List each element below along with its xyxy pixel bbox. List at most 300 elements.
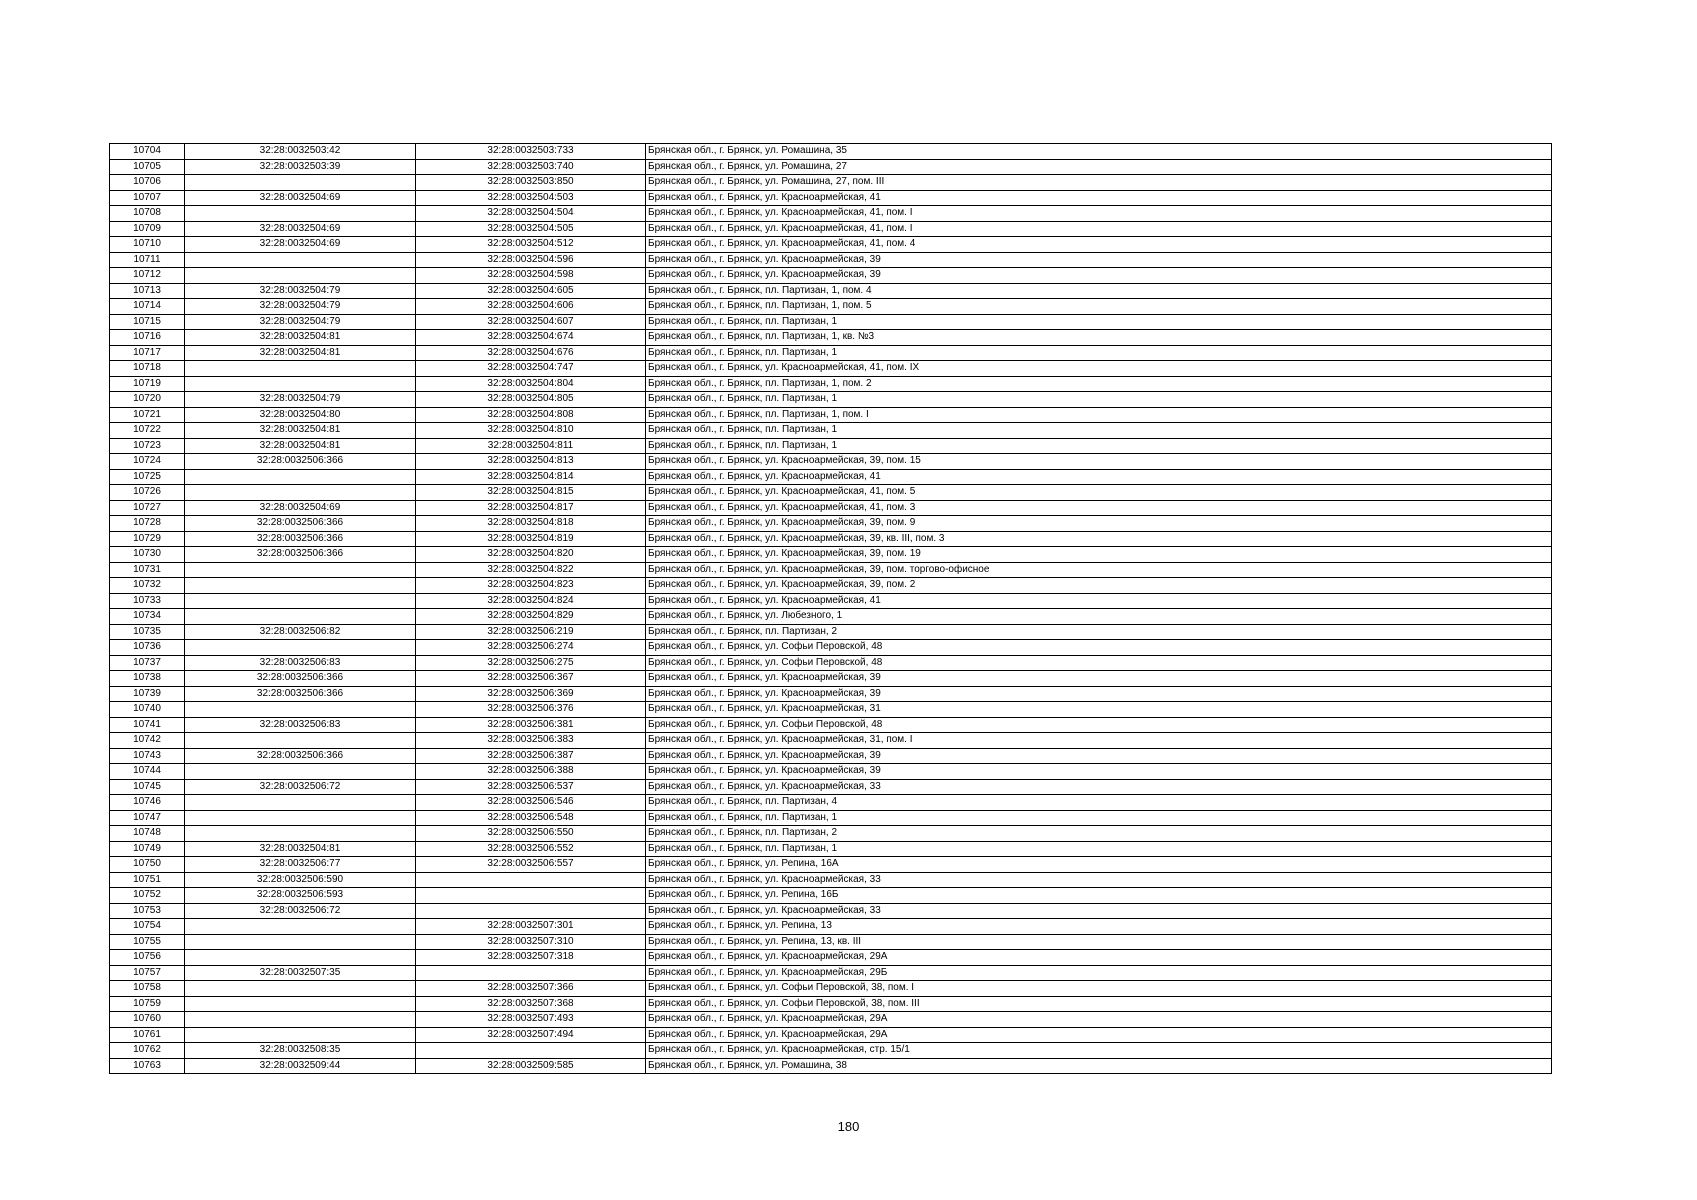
parent-cadastral-number-cell: 32:28:0032506:366 [185, 516, 416, 532]
parent-cadastral-number-cell: 32:28:0032503:39 [185, 159, 416, 175]
cadastral-number-cell: 32:28:0032504:824 [416, 593, 646, 609]
row-number-cell: 10740 [110, 702, 185, 718]
parent-cadastral-number-cell: 32:28:0032504:69 [185, 237, 416, 253]
row-number-cell: 10733 [110, 593, 185, 609]
row-number-cell: 10748 [110, 826, 185, 842]
address-cell: Брянская обл., г. Брянск, ул. Софьи Перовской, 48 [646, 640, 1552, 656]
cadastral-number-cell: 32:28:0032504:822 [416, 562, 646, 578]
cadastral-number-cell: 32:28:0032506:552 [416, 841, 646, 857]
cadastral-number-cell: 32:28:0032507:368 [416, 996, 646, 1012]
address-cell: Брянская обл., г. Брянск, пл. Партизан, 4 [646, 795, 1552, 811]
address-cell: Брянская обл., г. Брянск, ул. Красноармейская, 31 [646, 702, 1552, 718]
table-row [110, 361, 1552, 377]
parent-cadastral-number-cell: 32:28:0032504:69 [185, 221, 416, 237]
table-row [110, 795, 1552, 811]
address-cell: Брянская обл., г. Брянск, ул. Репина, 13, кв. III [646, 934, 1552, 950]
parent-cadastral-number-cell: 32:28:0032506:366 [185, 531, 416, 547]
row-number-cell: 10713 [110, 283, 185, 299]
cadastral-number-cell [416, 872, 646, 888]
parent-cadastral-number-cell [185, 206, 416, 222]
address-cell: Брянская обл., г. Брянск, ул. Ромашина, 35 [646, 144, 1552, 160]
table-row [110, 640, 1552, 656]
parent-cadastral-number-cell: 32:28:0032504:79 [185, 299, 416, 315]
row-number-cell: 10745 [110, 779, 185, 795]
table-row [110, 578, 1552, 594]
parent-cadastral-number-cell: 32:28:0032509:44 [185, 1058, 416, 1074]
address-cell: Брянская обл., г. Брянск, пл. Партизан, 1 [646, 345, 1552, 361]
parent-cadastral-number-cell: 32:28:0032506:590 [185, 872, 416, 888]
row-number-cell: 10738 [110, 671, 185, 687]
table-row [110, 779, 1552, 795]
table-row [110, 655, 1552, 671]
parent-cadastral-number-cell: 32:28:0032504:81 [185, 423, 416, 439]
table-row [110, 981, 1552, 997]
cadastral-number-cell: 32:28:0032506:367 [416, 671, 646, 687]
address-cell: Брянская обл., г. Брянск, ул. Красноармейская, 39 [646, 748, 1552, 764]
cadastral-number-cell: 32:28:0032504:598 [416, 268, 646, 284]
address-cell: Брянская обл., г. Брянск, пл. Партизан, 1, пом. I [646, 407, 1552, 423]
parent-cadastral-number-cell [185, 764, 416, 780]
table-row [110, 330, 1552, 346]
row-number-cell: 10735 [110, 624, 185, 640]
row-number-cell: 10716 [110, 330, 185, 346]
cadastral-number-cell: 32:28:0032503:850 [416, 175, 646, 191]
address-cell: Брянская обл., г. Брянск, ул. Репина, 16А [646, 857, 1552, 873]
address-cell: Брянская обл., г. Брянск, ул. Красноармейская, 39, кв. III, пом. 3 [646, 531, 1552, 547]
cadastral-number-cell: 32:28:0032504:606 [416, 299, 646, 315]
table-row [110, 376, 1552, 392]
address-cell: Брянская обл., г. Брянск, ул. Софьи Перовской, 38, пом. III [646, 996, 1552, 1012]
table-row [110, 547, 1552, 563]
address-cell: Брянская обл., г. Брянск, ул. Красноармейская, стр. 15/1 [646, 1043, 1552, 1059]
table-row [110, 283, 1552, 299]
table-row [110, 872, 1552, 888]
address-cell: Брянская обл., г. Брянск, ул. Красноармейская, 39, пом. торгово-офисное [646, 562, 1552, 578]
row-number-cell: 10750 [110, 857, 185, 873]
table-row [110, 1058, 1552, 1074]
table-row [110, 624, 1552, 640]
table-row [110, 392, 1552, 408]
address-cell: Брянская обл., г. Брянск, ул. Красноармейская, 41, пом. 4 [646, 237, 1552, 253]
table-row [110, 841, 1552, 857]
parent-cadastral-number-cell [185, 252, 416, 268]
cadastral-number-cell: 32:28:0032504:829 [416, 609, 646, 625]
row-number-cell: 10747 [110, 810, 185, 826]
row-number-cell: 10746 [110, 795, 185, 811]
cadastral-number-cell: 32:28:0032506:546 [416, 795, 646, 811]
address-cell: Брянская обл., г. Брянск, ул. Красноармейская, 41, пом. I [646, 221, 1552, 237]
row-number-cell: 10763 [110, 1058, 185, 1074]
parent-cadastral-number-cell: 32:28:0032506:82 [185, 624, 416, 640]
table-row [110, 857, 1552, 873]
table-row [110, 919, 1552, 935]
address-cell: Брянская обл., г. Брянск, ул. Красноармейская, 41 [646, 190, 1552, 206]
parent-cadastral-number-cell [185, 934, 416, 950]
row-number-cell: 10731 [110, 562, 185, 578]
table-row [110, 159, 1552, 175]
cadastral-number-cell: 32:28:0032506:376 [416, 702, 646, 718]
parent-cadastral-number-cell [185, 376, 416, 392]
parent-cadastral-number-cell: 32:28:0032504:69 [185, 190, 416, 206]
parent-cadastral-number-cell [185, 578, 416, 594]
row-number-cell: 10737 [110, 655, 185, 671]
row-number-cell: 10717 [110, 345, 185, 361]
row-number-cell: 10721 [110, 407, 185, 423]
cadastral-number-cell: 32:28:0032506:388 [416, 764, 646, 780]
row-number-cell: 10741 [110, 717, 185, 733]
address-cell: Брянская обл., г. Брянск, пл. Партизан, 1 [646, 438, 1552, 454]
row-number-cell: 10715 [110, 314, 185, 330]
row-number-cell: 10744 [110, 764, 185, 780]
page-number: 180 [837, 1119, 860, 1134]
table-row [110, 454, 1552, 470]
cadastral-number-cell: 32:28:0032504:817 [416, 500, 646, 516]
parent-cadastral-number-cell [185, 175, 416, 191]
cadastral-number-cell: 32:28:0032504:512 [416, 237, 646, 253]
cadastral-number-cell: 32:28:0032504:504 [416, 206, 646, 222]
address-cell: Брянская обл., г. Брянск, ул. Красноармейская, 33 [646, 903, 1552, 919]
address-cell: Брянская обл., г. Брянск, пл. Партизан, 1, пом. 2 [646, 376, 1552, 392]
row-number-cell: 10705 [110, 159, 185, 175]
cadastral-number-cell: 32:28:0032504:814 [416, 469, 646, 485]
parent-cadastral-number-cell: 32:28:0032504:79 [185, 314, 416, 330]
cadastral-number-cell: 32:28:0032504:820 [416, 547, 646, 563]
address-cell: Брянская обл., г. Брянск, ул. Софьи Перовской, 38, пом. I [646, 981, 1552, 997]
table-row [110, 516, 1552, 532]
cadastral-number-cell: 32:28:0032507:366 [416, 981, 646, 997]
row-number-cell: 10727 [110, 500, 185, 516]
address-cell: Брянская обл., г. Брянск, ул. Красноармейская, 39 [646, 686, 1552, 702]
table-row [110, 485, 1552, 501]
cadastral-number-cell: 32:28:0032504:804 [416, 376, 646, 392]
row-number-cell: 10711 [110, 252, 185, 268]
table-row [110, 717, 1552, 733]
parent-cadastral-number-cell [185, 361, 416, 377]
row-number-cell: 10707 [110, 190, 185, 206]
table-row [110, 748, 1552, 764]
table-row [110, 1012, 1552, 1028]
parent-cadastral-number-cell [185, 826, 416, 842]
table-row [110, 764, 1552, 780]
table-row [110, 175, 1552, 191]
row-number-cell: 10720 [110, 392, 185, 408]
cadastral-number-cell [416, 965, 646, 981]
table-row [110, 268, 1552, 284]
table-row [110, 144, 1552, 160]
address-cell: Брянская обл., г. Брянск, ул. Красноармейская, 29А [646, 1012, 1552, 1028]
parent-cadastral-number-cell [185, 702, 416, 718]
parent-cadastral-number-cell [185, 981, 416, 997]
address-cell: Брянская обл., г. Брянск, ул. Красноармейская, 41 [646, 593, 1552, 609]
parent-cadastral-number-cell [185, 268, 416, 284]
parent-cadastral-number-cell [185, 795, 416, 811]
cadastral-number-cell: 32:28:0032504:811 [416, 438, 646, 454]
table-row [110, 252, 1552, 268]
table-row [110, 407, 1552, 423]
cadastral-number-cell: 32:28:0032507:493 [416, 1012, 646, 1028]
address-cell: Брянская обл., г. Брянск, пл. Партизан, 2 [646, 826, 1552, 842]
parent-cadastral-number-cell: 32:28:0032506:72 [185, 903, 416, 919]
registry-table-body [110, 144, 1552, 1074]
row-number-cell: 10761 [110, 1027, 185, 1043]
cadastral-number-cell: 32:28:0032506:219 [416, 624, 646, 640]
table-row [110, 671, 1552, 687]
table-row [110, 593, 1552, 609]
address-cell: Брянская обл., г. Брянск, ул. Красноармейская, 39, пом. 15 [646, 454, 1552, 470]
row-number-cell: 10730 [110, 547, 185, 563]
cadastral-number-cell: 32:28:0032504:815 [416, 485, 646, 501]
cadastral-number-cell: 32:28:0032507:318 [416, 950, 646, 966]
parent-cadastral-number-cell: 32:28:0032506:83 [185, 655, 416, 671]
cadastral-number-cell: 32:28:0032509:585 [416, 1058, 646, 1074]
row-number-cell: 10706 [110, 175, 185, 191]
table-row [110, 950, 1552, 966]
row-number-cell: 10729 [110, 531, 185, 547]
address-cell: Брянская обл., г. Брянск, ул. Красноармейская, 41, пом. 5 [646, 485, 1552, 501]
cadastral-number-cell [416, 888, 646, 904]
address-cell: Брянская обл., г. Брянск, ул. Красноармейская, 39 [646, 764, 1552, 780]
cadastral-number-cell: 32:28:0032506:369 [416, 686, 646, 702]
property-registry-table [109, 143, 1552, 1074]
address-cell: Брянская обл., г. Брянск, ул. Ромашина, 27 [646, 159, 1552, 175]
cadastral-number-cell: 32:28:0032504:810 [416, 423, 646, 439]
parent-cadastral-number-cell: 32:28:0032504:80 [185, 407, 416, 423]
cadastral-number-cell: 32:28:0032507:301 [416, 919, 646, 935]
table-row [110, 206, 1552, 222]
address-cell: Брянская обл., г. Брянск, ул. Софьи Перовской, 48 [646, 655, 1552, 671]
cadastral-number-cell: 32:28:0032504:676 [416, 345, 646, 361]
cadastral-number-cell [416, 1043, 646, 1059]
table-row [110, 996, 1552, 1012]
parent-cadastral-number-cell [185, 1012, 416, 1028]
row-number-cell: 10719 [110, 376, 185, 392]
row-number-cell: 10760 [110, 1012, 185, 1028]
cadastral-number-cell: 32:28:0032506:383 [416, 733, 646, 749]
cadastral-number-cell: 32:28:0032507:310 [416, 934, 646, 950]
table-row [110, 609, 1552, 625]
table-row [110, 562, 1552, 578]
parent-cadastral-number-cell: 32:28:0032506:83 [185, 717, 416, 733]
cadastral-number-cell: 32:28:0032504:818 [416, 516, 646, 532]
row-number-cell: 10714 [110, 299, 185, 315]
row-number-cell: 10751 [110, 872, 185, 888]
row-number-cell: 10752 [110, 888, 185, 904]
cadastral-number-cell: 32:28:0032506:387 [416, 748, 646, 764]
table-row [110, 934, 1552, 950]
table-row [110, 965, 1552, 981]
row-number-cell: 10743 [110, 748, 185, 764]
cadastral-number-cell: 32:28:0032504:747 [416, 361, 646, 377]
parent-cadastral-number-cell: 32:28:0032504:81 [185, 438, 416, 454]
table-row [110, 237, 1552, 253]
row-number-cell: 10712 [110, 268, 185, 284]
cadastral-number-cell: 32:28:0032506:550 [416, 826, 646, 842]
address-cell: Брянская обл., г. Брянск, ул. Красноармейская, 41 [646, 469, 1552, 485]
parent-cadastral-number-cell [185, 810, 416, 826]
row-number-cell: 10726 [110, 485, 185, 501]
cadastral-number-cell: 32:28:0032506:537 [416, 779, 646, 795]
row-number-cell: 10708 [110, 206, 185, 222]
parent-cadastral-number-cell: 32:28:0032506:366 [185, 686, 416, 702]
table-row [110, 423, 1552, 439]
row-number-cell: 10725 [110, 469, 185, 485]
address-cell: Брянская обл., г. Брянск, ул. Красноармейская, 31, пом. I [646, 733, 1552, 749]
address-cell: Брянская обл., г. Брянск, ул. Красноармейская, 41, пом. 3 [646, 500, 1552, 516]
cadastral-number-cell: 32:28:0032504:813 [416, 454, 646, 470]
row-number-cell: 10762 [110, 1043, 185, 1059]
table-row [110, 1043, 1552, 1059]
table-row [110, 686, 1552, 702]
row-number-cell: 10759 [110, 996, 185, 1012]
row-number-cell: 10734 [110, 609, 185, 625]
parent-cadastral-number-cell: 32:28:0032504:81 [185, 345, 416, 361]
table-row [110, 1027, 1552, 1043]
row-number-cell: 10704 [110, 144, 185, 160]
address-cell: Брянская обл., г. Брянск, пл. Партизан, 1, пом. 4 [646, 283, 1552, 299]
parent-cadastral-number-cell: 32:28:0032504:79 [185, 283, 416, 299]
row-number-cell: 10753 [110, 903, 185, 919]
cadastral-number-cell [416, 903, 646, 919]
table-row [110, 299, 1552, 315]
address-cell: Брянская обл., г. Брянск, пл. Партизан, 1 [646, 314, 1552, 330]
address-cell: Брянская обл., г. Брянск, ул. Красноармейская, 39, пом. 2 [646, 578, 1552, 594]
table-row [110, 826, 1552, 842]
parent-cadastral-number-cell: 32:28:0032508:35 [185, 1043, 416, 1059]
cadastral-number-cell: 32:28:0032504:808 [416, 407, 646, 423]
cadastral-number-cell: 32:28:0032506:557 [416, 857, 646, 873]
address-cell: Брянская обл., г. Брянск, ул. Красноармейская, 41, пом. IX [646, 361, 1552, 377]
address-cell: Брянская обл., г. Брянск, ул. Репина, 13 [646, 919, 1552, 935]
cadastral-number-cell: 32:28:0032504:674 [416, 330, 646, 346]
table-row [110, 810, 1552, 826]
parent-cadastral-number-cell [185, 485, 416, 501]
row-number-cell: 10728 [110, 516, 185, 532]
row-number-cell: 10709 [110, 221, 185, 237]
table-row [110, 438, 1552, 454]
parent-cadastral-number-cell [185, 562, 416, 578]
table-row [110, 221, 1552, 237]
parent-cadastral-number-cell: 32:28:0032506:366 [185, 671, 416, 687]
row-number-cell: 10742 [110, 733, 185, 749]
row-number-cell: 10757 [110, 965, 185, 981]
address-cell: Брянская обл., г. Брянск, пл. Партизан, 1 [646, 841, 1552, 857]
cadastral-number-cell: 32:28:0032503:740 [416, 159, 646, 175]
address-cell: Брянская обл., г. Брянск, ул. Репина, 16Б [646, 888, 1552, 904]
cadastral-number-cell: 32:28:0032504:607 [416, 314, 646, 330]
parent-cadastral-number-cell [185, 733, 416, 749]
table-row [110, 888, 1552, 904]
cadastral-number-cell: 32:28:0032504:505 [416, 221, 646, 237]
cadastral-number-cell: 32:28:0032506:548 [416, 810, 646, 826]
parent-cadastral-number-cell: 32:28:0032506:366 [185, 547, 416, 563]
address-cell: Брянская обл., г. Брянск, пл. Партизан, 1 [646, 423, 1552, 439]
table-row [110, 531, 1552, 547]
row-number-cell: 10739 [110, 686, 185, 702]
cadastral-number-cell: 32:28:0032506:274 [416, 640, 646, 656]
cadastral-number-cell: 32:28:0032506:381 [416, 717, 646, 733]
parent-cadastral-number-cell: 32:28:0032506:77 [185, 857, 416, 873]
address-cell: Брянская обл., г. Брянск, пл. Партизан, 1, кв. №3 [646, 330, 1552, 346]
address-cell: Брянская обл., г. Брянск, ул. Ромашина, 38 [646, 1058, 1552, 1074]
address-cell: Брянская обл., г. Брянск, пл. Партизан, 1, пом. 5 [646, 299, 1552, 315]
cadastral-number-cell: 32:28:0032504:596 [416, 252, 646, 268]
address-cell: Брянская обл., г. Брянск, пл. Партизан, 1 [646, 810, 1552, 826]
parent-cadastral-number-cell [185, 593, 416, 609]
table-row [110, 345, 1552, 361]
address-cell: Брянская обл., г. Брянск, ул. Красноармейская, 33 [646, 872, 1552, 888]
address-cell: Брянская обл., г. Брянск, пл. Партизан, 1 [646, 392, 1552, 408]
address-cell: Брянская обл., г. Брянск, ул. Красноармейская, 29А [646, 1027, 1552, 1043]
row-number-cell: 10724 [110, 454, 185, 470]
address-cell: Брянская обл., г. Брянск, ул. Красноармейская, 39, пом. 9 [646, 516, 1552, 532]
address-cell: Брянская обл., г. Брянск, ул. Красноармейская, 33 [646, 779, 1552, 795]
address-cell: Брянская обл., г. Брянск, ул. Красноармейская, 29Б [646, 965, 1552, 981]
parent-cadastral-number-cell: 32:28:0032506:593 [185, 888, 416, 904]
table-row [110, 903, 1552, 919]
table-row [110, 314, 1552, 330]
row-number-cell: 10732 [110, 578, 185, 594]
cadastral-number-cell: 32:28:0032504:805 [416, 392, 646, 408]
row-number-cell: 10749 [110, 841, 185, 857]
row-number-cell: 10755 [110, 934, 185, 950]
address-cell: Брянская обл., г. Брянск, пл. Партизан, 2 [646, 624, 1552, 640]
row-number-cell: 10758 [110, 981, 185, 997]
parent-cadastral-number-cell: 32:28:0032506:366 [185, 454, 416, 470]
parent-cadastral-number-cell [185, 996, 416, 1012]
cadastral-number-cell: 32:28:0032504:605 [416, 283, 646, 299]
parent-cadastral-number-cell [185, 609, 416, 625]
table-row [110, 733, 1552, 749]
address-cell: Брянская обл., г. Брянск, ул. Красноармейская, 41, пом. I [646, 206, 1552, 222]
row-number-cell: 10718 [110, 361, 185, 377]
parent-cadastral-number-cell: 32:28:0032506:366 [185, 748, 416, 764]
parent-cadastral-number-cell [185, 950, 416, 966]
parent-cadastral-number-cell: 32:28:0032504:81 [185, 841, 416, 857]
parent-cadastral-number-cell [185, 640, 416, 656]
cadastral-number-cell: 32:28:0032504:819 [416, 531, 646, 547]
table-row [110, 190, 1552, 206]
parent-cadastral-number-cell: 32:28:0032504:81 [185, 330, 416, 346]
row-number-cell: 10756 [110, 950, 185, 966]
cadastral-number-cell: 32:28:0032504:503 [416, 190, 646, 206]
parent-cadastral-number-cell: 32:28:0032507:35 [185, 965, 416, 981]
table-row [110, 500, 1552, 516]
cadastral-number-cell: 32:28:0032506:275 [416, 655, 646, 671]
row-number-cell: 10736 [110, 640, 185, 656]
row-number-cell: 10710 [110, 237, 185, 253]
row-number-cell: 10722 [110, 423, 185, 439]
cadastral-number-cell: 32:28:0032507:494 [416, 1027, 646, 1043]
row-number-cell: 10754 [110, 919, 185, 935]
address-cell: Брянская обл., г. Брянск, ул. Красноармейская, 39 [646, 268, 1552, 284]
address-cell: Брянская обл., г. Брянск, ул. Любезного, 1 [646, 609, 1552, 625]
cadastral-number-cell: 32:28:0032503:733 [416, 144, 646, 160]
address-cell: Брянская обл., г. Брянск, ул. Красноармейская, 39 [646, 252, 1552, 268]
address-cell: Брянская обл., г. Брянск, ул. Красноармейская, 39, пом. 19 [646, 547, 1552, 563]
table-row [110, 702, 1552, 718]
table-row [110, 469, 1552, 485]
parent-cadastral-number-cell: 32:28:0032504:79 [185, 392, 416, 408]
parent-cadastral-number-cell [185, 919, 416, 935]
cadastral-number-cell: 32:28:0032504:823 [416, 578, 646, 594]
address-cell: Брянская обл., г. Брянск, ул. Ромашина, 27, пом. III [646, 175, 1552, 191]
address-cell: Брянская обл., г. Брянск, ул. Софьи Перовской, 48 [646, 717, 1552, 733]
parent-cadastral-number-cell: 32:28:0032503:42 [185, 144, 416, 160]
parent-cadastral-number-cell [185, 1027, 416, 1043]
address-cell: Брянская обл., г. Брянск, ул. Красноармейская, 39 [646, 671, 1552, 687]
address-cell: Брянская обл., г. Брянск, ул. Красноармейская, 29А [646, 950, 1552, 966]
parent-cadastral-number-cell: 32:28:0032504:69 [185, 500, 416, 516]
